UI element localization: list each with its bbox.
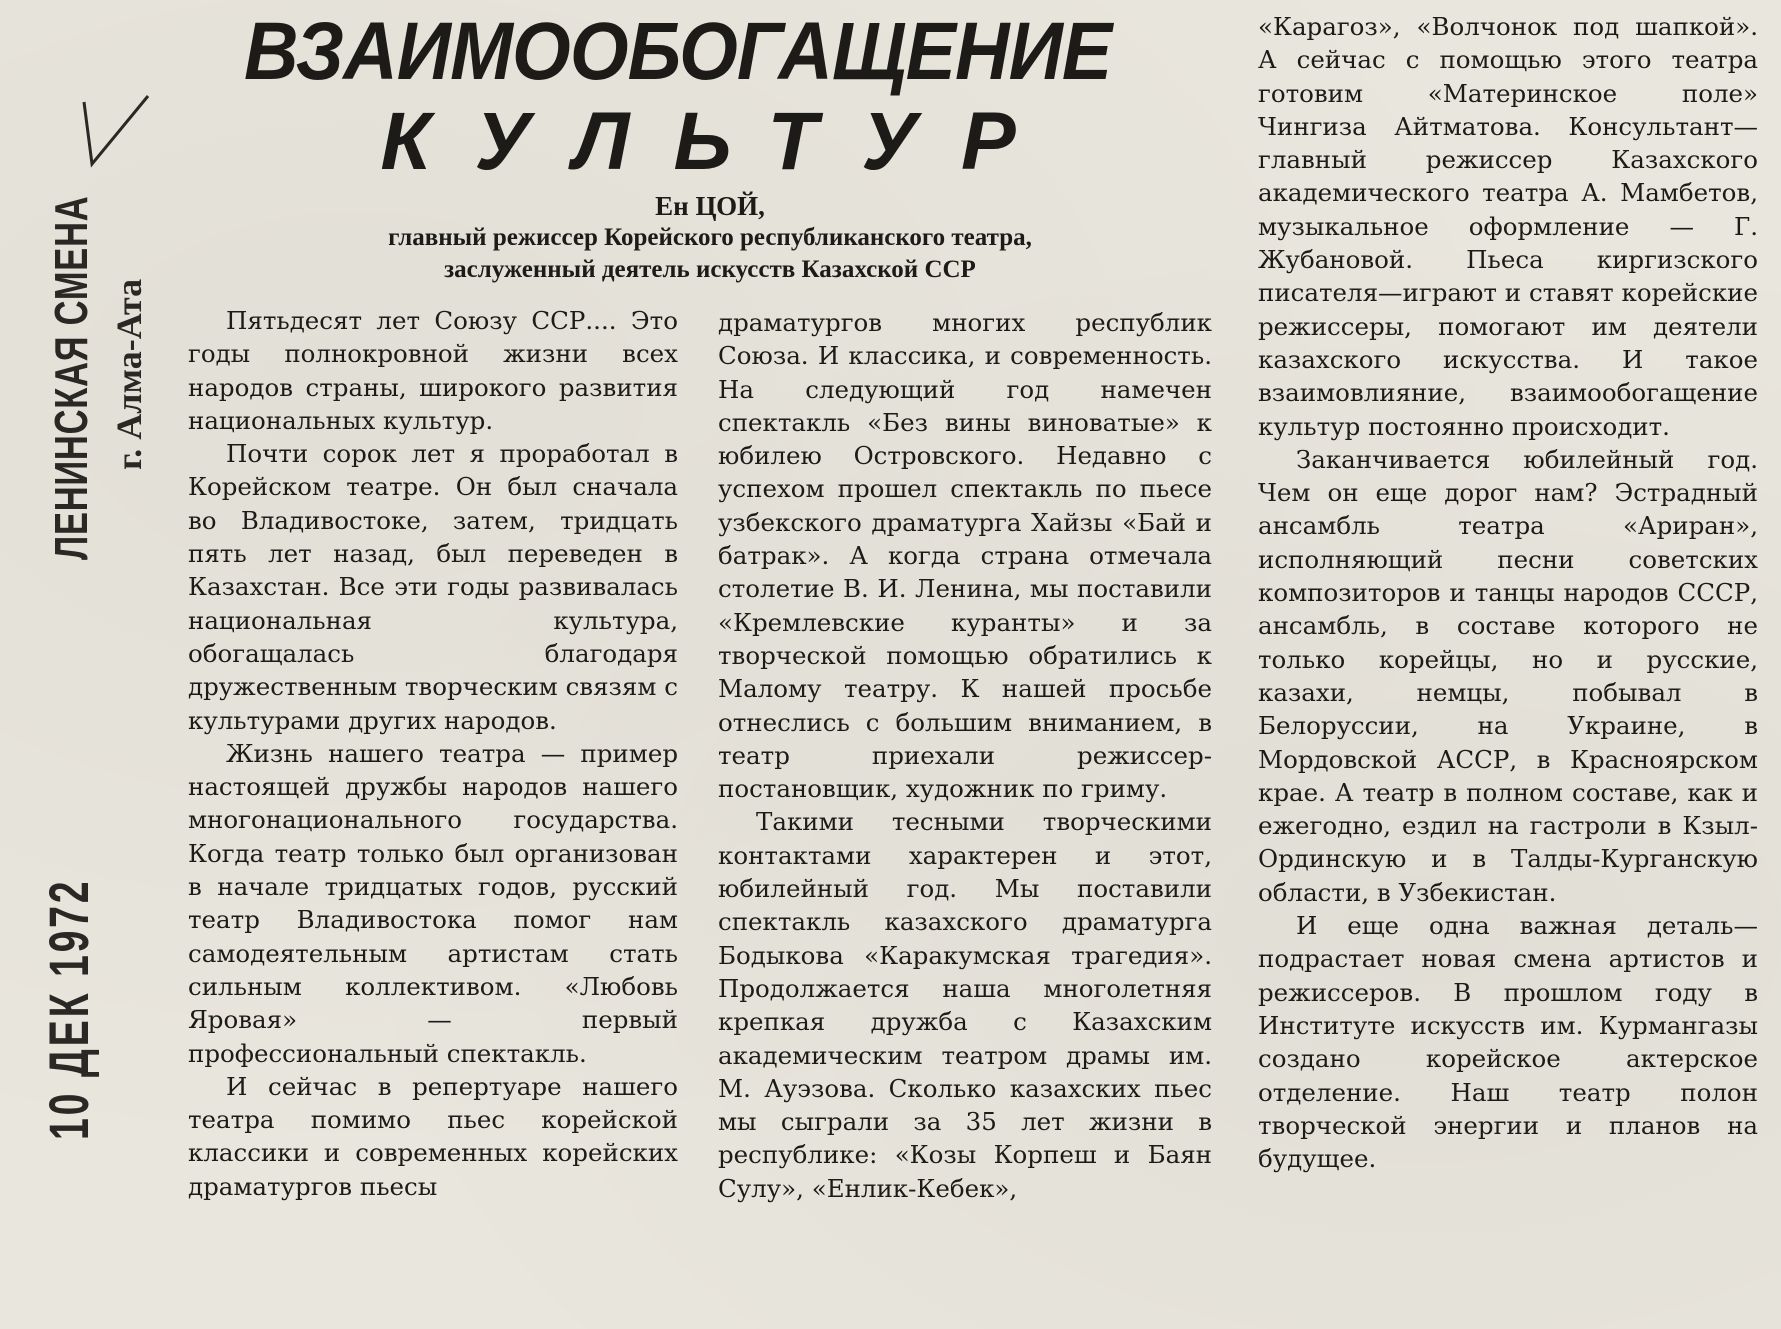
check-mark-icon [78, 92, 158, 182]
newspaper-name-stamp: ЛЕНИНСКАЯ СМЕНА [45, 195, 97, 560]
paragraph: Пятьдесят лет Союзу ССР.... Это годы полнокровной жизни всех народов страны, широкого развития национальных культур. [188, 306, 678, 435]
article-column-3 [1258, 10, 1758, 1175]
paragraph: «Карагоз», «Волчонок под шапкой». А сейчас с помощью этого театра готовим «Материнское поле» Чингиза Айтматова. Консультант—главный режиссер Казахского академического театра А. Мамбетов, музыкальное оформление — Г. Жубановой. Пьеса киргизского писателя—играют и ставят корейские режиссеры, помогают им деятели казахского искусства. И такое взаимовлияние, взаимообогащение культур постоянно происходит. [1258, 12, 1758, 441]
city-stamp: г. Алма-Ата [109, 278, 149, 470]
author-name: Ен ЦОЙ, [655, 191, 765, 221]
paragraph: Такими тесными творческими контактами характерен и этот, юбилейный год. Мы поставили спектакль казахского драматурга Бодыкова «Каракумская трагедия». Продолжается наша многолетняя крепкая дружба с Казахским академическим театром драмы им. М. Ауэзова. Сколько казахских пьес мы сыграли за 35 лет жизни в республике: «Козы Корпеш и Баян Сулу», «Енлик-Кебек», [718, 807, 1212, 1203]
author-position: главный режиссер Корейского республиканского театра, [388, 224, 1032, 251]
paragraph: И еще одна важная деталь— подрастает новая смена артистов и режиссеров. В прошлом году в Институте искусств им. Курмангазы создано корейское актерское отделение. Наш театр полон творческой энергии и планов на будущее. [1258, 911, 1758, 1174]
paragraph: Заканчивается юбилейный год. Чем он еще дорог нам? Эстрадный ансамбль театра «Ариран», исполняющий песни советских композиторов и танцы народов СССР, ансамбль, в составе которого не только корейцы, но и русские, казахи, немцы, побывал в Белоруссии, на Украине, в Мордовской АССР, в Красноярском крае. А театр в полном составе, как и ежегодно, ездил на гастроли в Кзыл-Ординскую и в Талды-Курганскую области, в Узбекистан. [1258, 444, 1758, 907]
headline-line-2: КУЛЬТУР [380, 96, 1060, 187]
headline-line-1: ВЗАИМООБОГАЩЕНИЕ [244, 6, 1112, 97]
author-title: заслуженный деятель искусств Казахской ССР [444, 256, 976, 283]
paragraph: Почти сорок лет я проработал в Корейском театре. Он был сначала во Владивостоке, затем, тридцать пять лет назад, был переведен в Казахстан. Все эти годы развивалась национальная культура, обогащалась благодаря дружественным творческим связям с культурами других народов. [188, 439, 678, 735]
paragraph: драматургов многих республик Союза. И классика, и современность. На следующий год намечен спектакль «Без вины виноватые» к юбилею Островского. Недавно с успехом прошел спектакль по пьесе узбекского драматурга Хайзы «Бай и батрак». А когда страна отмечала столетие В. И. Ленина, мы поставили «Кремлевские куранты» и за творческой помощью обратились к Малому театру. К нашей просьбе отнеслись с большим вниманием, в театр приехали режиссер-постановщик, художник по гриму. [718, 308, 1212, 804]
date-stamp: 10 ДЕК 1972 [37, 878, 100, 1140]
byline [230, 190, 1190, 286]
paragraph: И сейчас в репертуаре нашего театра помимо пьес корейской классики и современных корейских драматургов пьесы [188, 1071, 678, 1201]
paragraph: Жизнь нашего театра — пример настоящей дружбы народов нашего многонационального государства. Когда театр только был организован в начале тридцатых годов, русский театр Владивостока помог нам самодеятельным артистам стать сильным коллективом. «Любовь Яровая» — первый профессиональный спектакль. [188, 738, 678, 1068]
article-column-1 [188, 304, 678, 1203]
article-column-2 [718, 306, 1212, 1205]
